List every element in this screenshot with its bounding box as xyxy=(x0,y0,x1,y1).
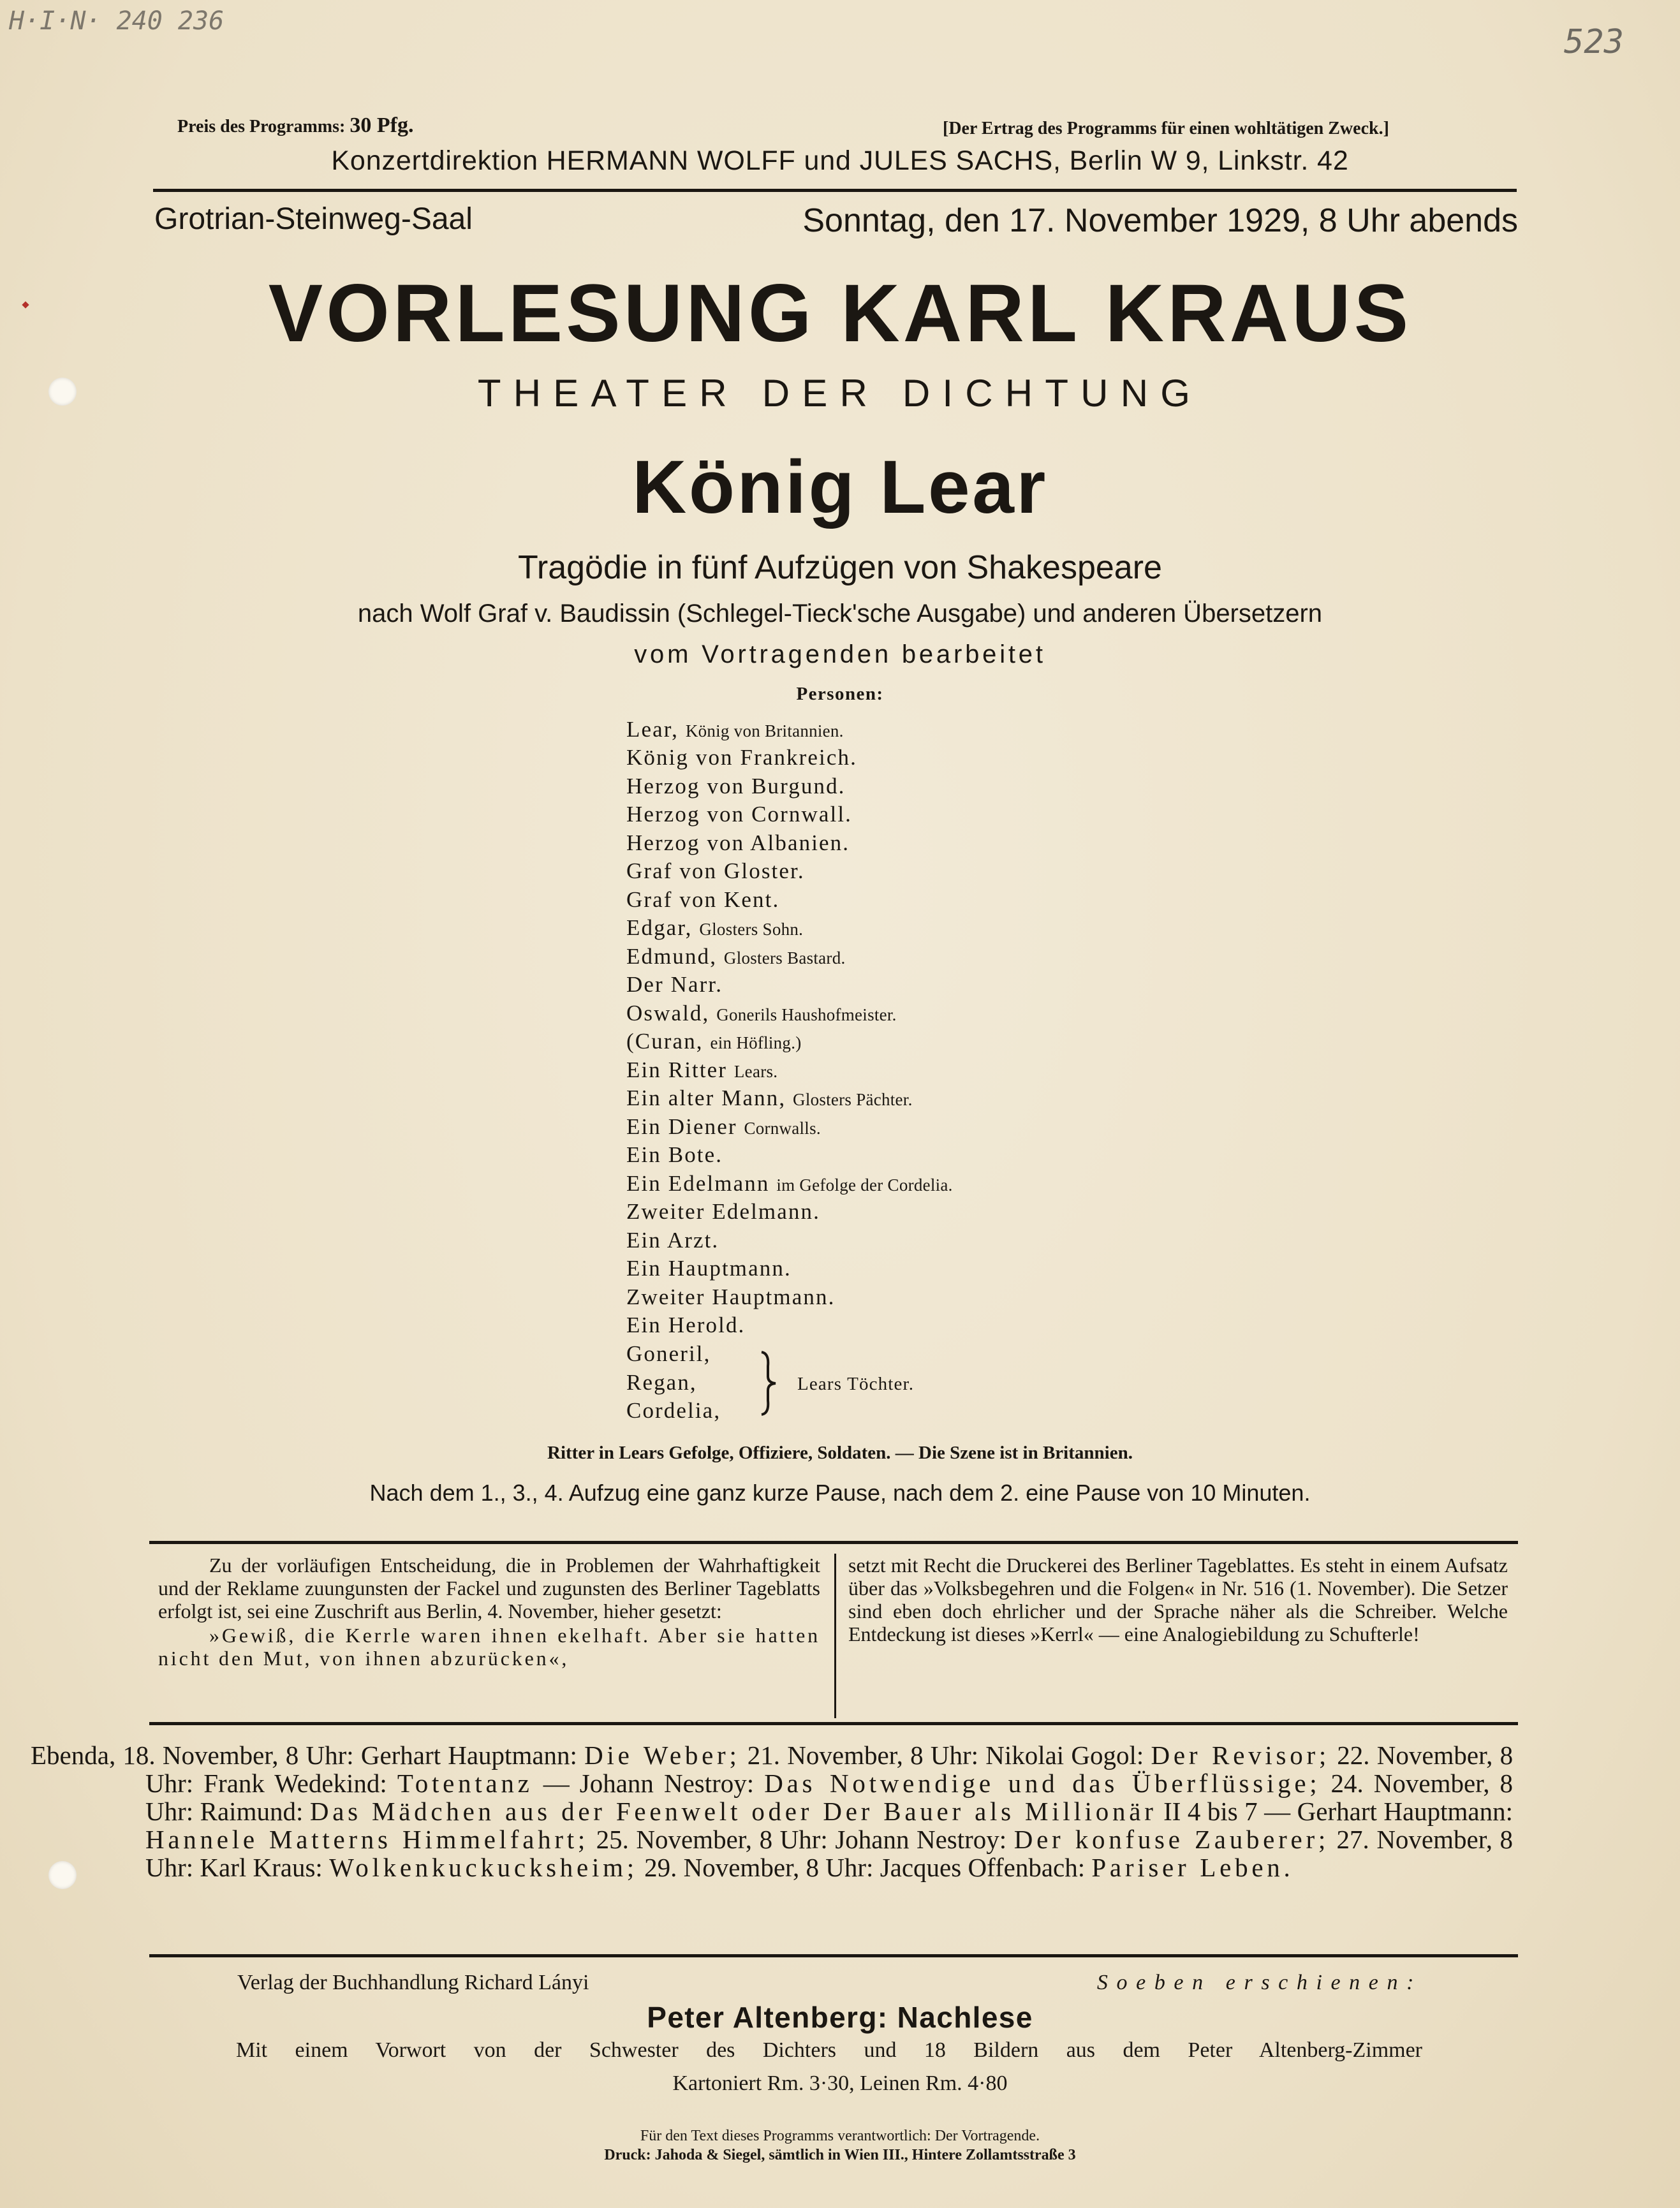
punch-hole-bottom xyxy=(48,1861,77,1889)
price-value: 30 Pfg. xyxy=(350,114,414,137)
header-rule xyxy=(153,189,1517,192)
proceeds-note: [Der Ertrag des Programms für einen wohltätigen Zweck.] xyxy=(943,119,1389,138)
daughter-name: Regan, xyxy=(626,1370,697,1395)
main-title: VORLESUNG KARL KRAUS xyxy=(268,268,1412,359)
price-label: Preis des Programms: xyxy=(177,117,346,136)
book-description: Mit einem Vorwort von der Schwester des Dichters und 18 Bildern aus dem Peter Altenberg-Zimmer xyxy=(236,2038,1422,2062)
price-line xyxy=(177,114,413,138)
cast-item: Ein Diener Cornwalls. xyxy=(626,1114,821,1139)
notice-top-rule xyxy=(149,1541,1518,1544)
cast-item: Ein Hauptmann. xyxy=(626,1256,792,1281)
agency-line: Konzertdirektion HERMANN WOLFF und JULES SACHS, Berlin W 9, Linkstr. 42 xyxy=(331,145,1349,176)
cast-item: Ein Herold. xyxy=(626,1313,746,1337)
publisher-name: Verlag der Buchhandlung Richard Lányi xyxy=(237,1971,589,1994)
book-title: Peter Altenberg: Nachlese xyxy=(647,2001,1033,2034)
book-price: Kartoniert Rm. 3·30, Leinen Rm. 4·80 xyxy=(672,2072,1008,2095)
folio-number: 523 xyxy=(1564,23,1624,61)
upcoming-schedule: Ebenda, 18. November, 8 Uhr: Gerhart Hauptmann: Die Weber; 21. November, 8 Uhr: Nikolai Gogol: Der Revisor; 22. November, 8 Uhr: Frank Wedekind: Totentanz — Johann Nestroy: Das Notwendige und das Überflüssige; 24. November, 8 Uhr: Raimund: Das Mädchen aus der Feenwelt oder Der Bauer als Millionär II 4 bis 7 — Gerhart Hauptmann: Hannele Matterns Himmelfahrt; 25. November, 8 Uhr: Johann Nestroy: Der konfuse Zauberer; 27. November, 8 Uhr: Karl Kraus: Wolkenkuckucksheim; 29. November, 8 Uhr: Jacques Offenbach: Pariser Leben. xyxy=(31,1741,1514,1882)
notice-divider xyxy=(834,1554,836,1718)
cast-item: Ein Arzt. xyxy=(626,1228,719,1253)
play-title: König Lear xyxy=(632,445,1048,529)
adaptation-line: vom Vortragenden bearbeitet xyxy=(634,640,1046,668)
notice-right-column xyxy=(848,1554,1508,1645)
archive-mark: H·I·N· 240 236 xyxy=(9,6,225,36)
notice-left-column xyxy=(158,1554,820,1670)
cast-item: Graf von Kent. xyxy=(626,887,780,912)
cast-item: Zweiter Edelmann. xyxy=(626,1199,820,1224)
series-title: THEATER DER DICHTUNG xyxy=(477,372,1203,415)
pauses-line: Nach dem 1., 3., 4. Aufzug eine ganz kurze Pause, nach dem 2. eine Pause von 10 Minuten. xyxy=(369,1480,1311,1506)
cast-item: Edmund, Glosters Bastard. xyxy=(626,944,846,969)
notice-left-quote: »Gewiß, die Kerrle waren ihnen ekelhaft. Aber sie hatten nicht den Mut, von ihnen abzurücken«, xyxy=(158,1624,820,1670)
cast-item: Ein Edelmann im Gefolge der Cordelia. xyxy=(626,1171,953,1196)
curly-brace-icon xyxy=(758,1351,779,1416)
notice-right-text: setzt mit Recht die Druckerei des Berliner Tageblattes. Es steht in einem Aufsatz über das »Volksbegehren und die Folgen« in Nr. 516 (1. November). Die Setzer sind eben doch ehrlicher und der Sprache näher als die Schreiber. Welche Entdeckung ist dieses »Kerrl« — eine Analogiebildung zu Schufterle! xyxy=(848,1554,1508,1645)
daughter-name: Goneril, xyxy=(626,1341,711,1366)
notice-left-intro: Zu der vorläufigen Entscheidung, die in Problemen der Wahrhaftigkeit und der Reklame zuungunsten der Fackel und zugunsten des Berliner Tageblatts erfolgt ist, sei eine Zuschrift aus Berlin, 4. November, hieher gesetzt: xyxy=(158,1554,820,1623)
schedule-bottom-rule xyxy=(149,1954,1518,1957)
responsible-line: Für den Text dieses Programms verantwortlich: Der Vortragende. xyxy=(640,2128,1040,2144)
play-subtitle: Tragödie in fünf Aufzügen von Shakespeare xyxy=(518,549,1162,586)
notice-bottom-rule xyxy=(149,1722,1518,1725)
cast-item: König von Frankreich. xyxy=(626,745,857,770)
venue: Grotrian-Steinweg-Saal xyxy=(154,202,473,236)
printer-line: Druck: Jahoda & Siegel, sämtlich in Wien III., Hintere Zollamtsstraße 3 xyxy=(604,2147,1076,2163)
cast-item: Ein alter Mann, Glosters Pächter. xyxy=(626,1086,913,1110)
cast-item: Zweiter Hauptmann. xyxy=(626,1284,836,1309)
cast-item: (Curan, ein Höfling.) xyxy=(626,1029,802,1054)
cast-item: Graf von Gloster. xyxy=(626,858,805,883)
cast-item: Edgar, Glosters Sohn. xyxy=(626,915,804,940)
event-date: Sonntag, den 17. November 1929, 8 Uhr abends xyxy=(802,202,1518,239)
cast-item: Herzog von Albanien. xyxy=(626,830,850,855)
cast-item: Oswald, Gonerils Haushofmeister. xyxy=(626,1001,897,1026)
just-published: Soeben erschienen: xyxy=(1096,1971,1422,1994)
extras-line: Ritter in Lears Gefolge, Offiziere, Soldaten. — Die Szene ist in Britannien. xyxy=(547,1443,1133,1463)
cast-item: Der Narr. xyxy=(626,972,723,997)
cast-item: Herzog von Cornwall. xyxy=(626,802,853,827)
cast-item: Lear, König von Britannien. xyxy=(626,717,844,742)
daughters-label: Lears Töchter. xyxy=(797,1374,915,1394)
cast-item: Ein Ritter Lears. xyxy=(626,1057,778,1082)
cast-item: Herzog von Burgund. xyxy=(626,774,846,799)
cast-item: Ein Bote. xyxy=(626,1142,723,1167)
translation-line: nach Wolf Graf v. Baudissin (Schlegel-Tieck'sche Ausgabe) und anderen Übersetzern xyxy=(357,600,1323,628)
daughter-name: Cordelia, xyxy=(626,1398,721,1423)
persons-heading: Personen: xyxy=(796,684,884,704)
